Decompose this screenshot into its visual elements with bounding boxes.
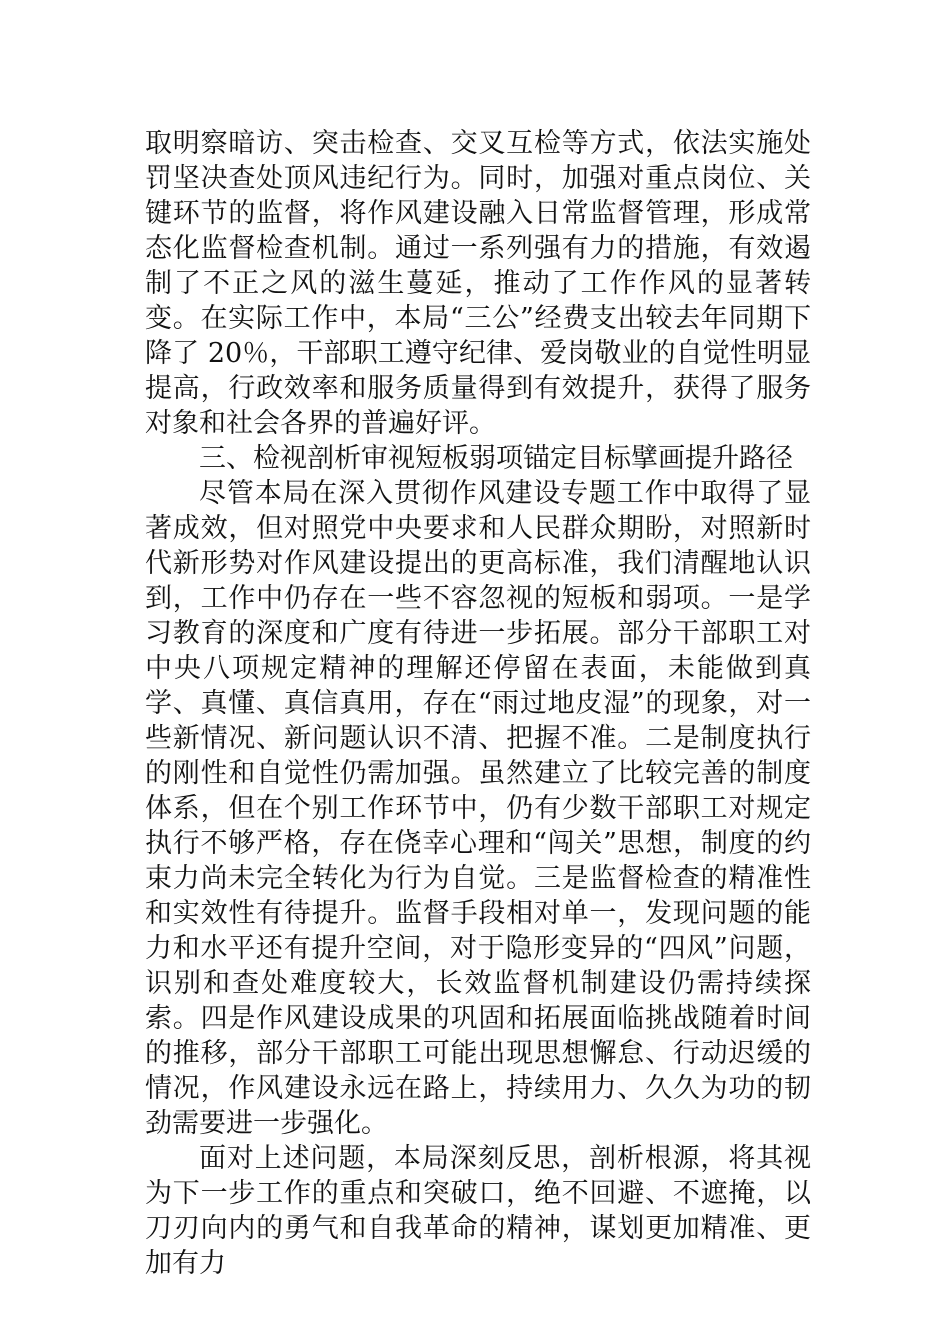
document-body [145,126,811,1281]
paragraph-shortcomings: 尽管本局在深入贯彻作风建设专题工作中取得了显著成效，但对照党中央要求和人民群众期盼，对照新时代新形势对作风建设提出的更高标准，我们清醒地认识到，工作中仍存在一些不容忽视的短板和弱项。一是学习教育的深度和广度有待进一步拓展。部分干部职工对中央八项规定精神的理解还停留在表面，未能做到真学、真懂、真信真用，存在“雨过地皮湿”的现象，对一些新情况、新问题认识不清、把握不准。二是制度执行的刚性和自觉性仍需加强。虽然建立了比较完善的制度体系，但在个别工作环节中，仍有少数干部职工对规定执行不够严格，存在侥幸心理和“闯关”思想，制度的约束力尚未完全转化为行为自觉。三是监督检查的精准性和实效性有待提升。监督手段相对单一，发现问题的能力和水平还有提升空间，对于隐形变异的“四风”问题，识别和查处难度较大，长效监督机制建设仍需持续探索。四是作风建设成果的巩固和拓展面临挑战随着时间的推移，部分干部职工可能出现思想懈怠、行动迟缓的情况，作风建设永远在路上，持续用力、久久为功的韧劲需要进一步强化。 [145,478,811,1139]
section-heading: 三、检视剖析审视短板弱项锚定目标擘画提升路径 [199,443,793,474]
paragraph-continuation: 取明察暗访、突击检查、交叉互检等方式，依法实施处罚坚决查处顶风违纪行为。同时，加强对重点岗位、关键环节的监督，将作风建设融入日常监督管理，形成常态化监督检查机制。通过一系列强有力的措施，有效遏制了不正之风的滋生蔓延，推动了工作作风的显著转变。在实际工作中，本局“三公”经费支出较去年同期下降了 20％，干部职工遵守纪律、爱岗敬业的自觉性明显提高，行政效率和服务质量得到有效提升，获得了服务对象和社会各界的普遍好评。 [145,128,811,439]
paragraph-response: 面对上述问题，本局深刻反思，剖析根源，将其视为下一步工作的重点和突破口，绝不回避、不遮掩，以刀刃向内的勇气和自我革命的精神，谋划更加精准、更加有力 [145,1143,811,1279]
